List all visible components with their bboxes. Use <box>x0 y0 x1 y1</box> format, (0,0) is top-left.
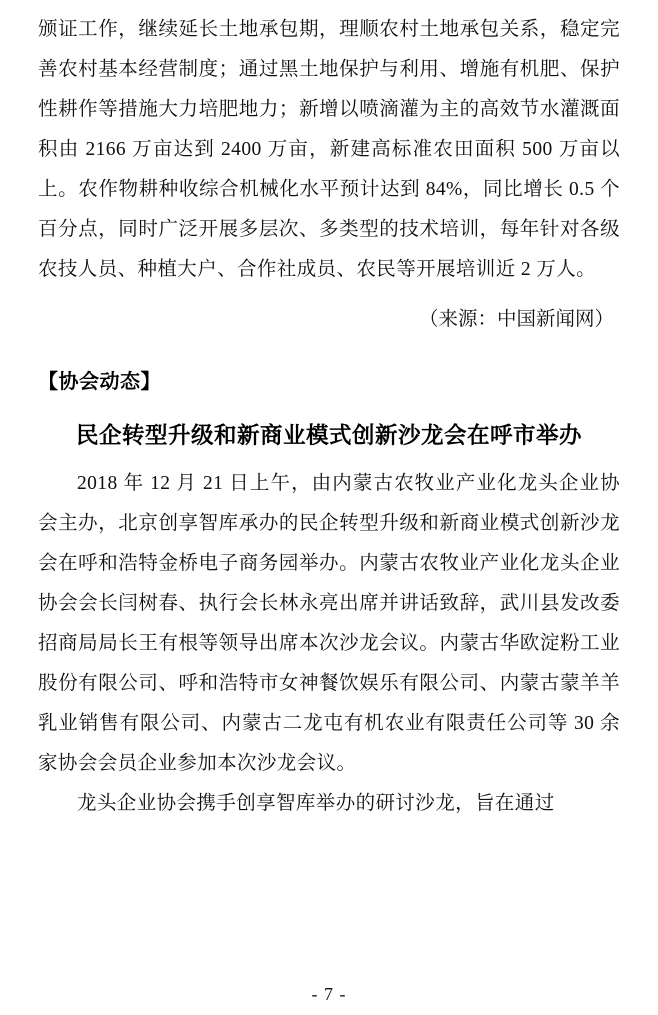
article-body <box>38 464 620 824</box>
section-heading: 【协会动态】 <box>38 371 161 393</box>
article-paragraph-2: 龙头企业协会携手创享智库举办的研讨沙龙，旨在通过 <box>77 793 555 814</box>
article-title: 民企转型升级和新商业模式创新沙龙会在呼市举办 <box>75 423 582 448</box>
page-number: - 7 - <box>311 984 347 1004</box>
article-paragraph-1: 2018 年 12 月 21 日上午，由内蒙古农牧业产业化龙头企业协会主办，北京创享智库承办的民企转型升级和新商业模式创新沙龙会在呼和浩特金桥电子商务园举办。内蒙古农牧业产业化龙头企业协会会长闫树春、执行会长林永亮出席并讲话致辞，武川县发改委招商局局长王有根等领导出席本次沙龙会议。内蒙古华欧淀粉工业股份有限公司、呼和浩特市女神餐饮娱乐有限公司、内蒙古蒙羊羊乳业销售有限公司、内蒙古二龙屯有机农业有限责任公司等 30 余家协会会员企业参加本次沙龙会议。 <box>38 473 620 774</box>
source-attribution: （来源：中国新闻网） <box>418 309 614 330</box>
continued-paragraph: 颁证工作，继续延长土地承包期，理顺农村土地承包关系，稳定完善农村基本经营制度；通过黑土地保护与利用、增施有机肥、保护性耕作等措施大力培肥地力；新增以喷滴灌为主的高效节水灌溉面积由 2166 万亩达到 2400 万亩，新建高标准农田面积 500 万亩以上。农作物耕种收综合机械化水平预计达到 84%，同比增长 0.5 个百分点，同时广泛开展多层次、多类型的技术培训，每年针对各级农技人员、种植大户、合作社成员、农民等开展培训近 2 万人。 <box>38 19 620 280</box>
